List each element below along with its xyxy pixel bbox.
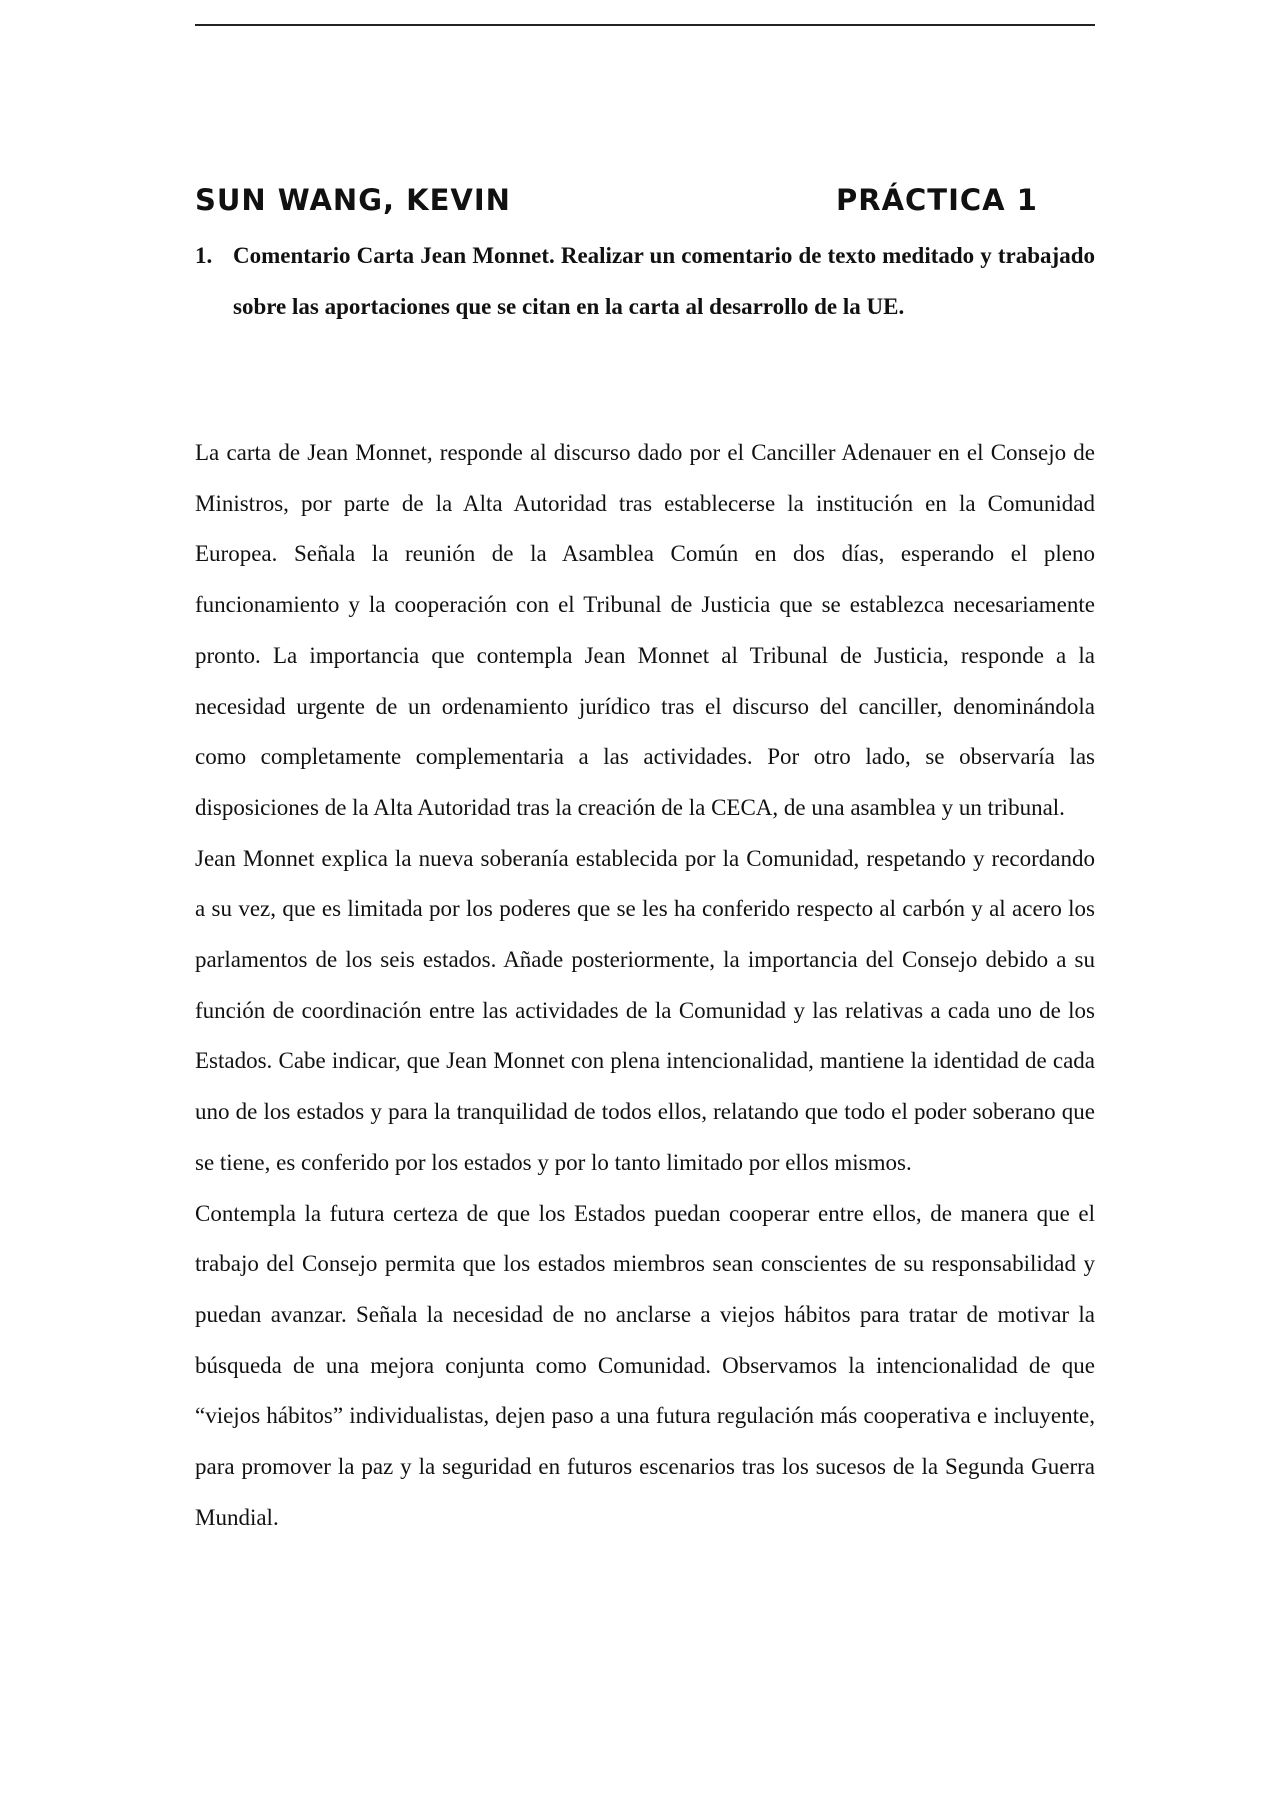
paragraph-3: Contempla la futura certeza de que los Estados puedan cooperar entre ellos, de manera que el trabajo del Consejo permita que los estados miembros sean conscientes de su responsabilidad y puedan avanzar. Señala la necesidad de no anclarse a viejos hábitos para tratar de motivar la búsqueda de una mejora conjunta como Comunidad. Observamos la intencionalidad de que “viejos hábitos” individualistas, dejen paso a una futura regulación más cooperativa e incluyente, para promover la paz y la seguridad en futuros escenarios tras los sucesos de la Segunda Guerra Mundial. xyxy=(195,1200,1095,1530)
question-item xyxy=(195,230,1095,332)
body-text xyxy=(195,428,1095,1543)
question-text: Comentario Carta Jean Monnet. Realizar un comentario de texto meditado y trabajado sobre las aportaciones que se citan en la carta al desarrollo de la UE. xyxy=(233,243,1095,319)
header-rule xyxy=(195,24,1095,26)
question-number: 1. xyxy=(195,243,213,268)
title-row xyxy=(195,183,1095,223)
paragraph-1: La carta de Jean Monnet, responde al discurso dado por el Canciller Adenauer en el Consejo de Ministros, por parte de la Alta Autoridad tras establecerse la institución en la Comunidad Europea. Señala la reunión de la Asamblea Común en dos días, esperando el pleno funcionamiento y la cooperación con el Tribunal de Justicia que se establezca necesariamente pronto. La importancia que contempla Jean Monnet al Tribunal de Justicia, responde a la necesidad urgente de un ordenamiento jurídico tras el discurso del canciller, denominándola como completamente complementaria a las actividades. Por otro lado, se observaría las disposiciones de la Alta Autoridad tras la creación de la CECA, de una asamblea y un tribunal. xyxy=(195,440,1095,820)
author-name: SUN WANG, KEVIN xyxy=(195,183,511,217)
assignment-title: PRÁCTICA 1 xyxy=(836,183,1038,217)
paragraph-2: Jean Monnet explica la nueva soberanía establecida por la Comunidad, respetando y recordando a su vez, que es limitada por los poderes que se les ha conferido respecto al carbón y al acero los parlamentos de los seis estados. Añade posteriormente, la importancia del Consejo debido a su función de coordinación entre las actividades de la Comunidad y las relativas a cada uno de los Estados. Cabe indicar, que Jean Monnet con plena intencionalidad, mantiene la identidad de cada uno de los estados y para la tranquilidad de todos ellos, relatando que todo el poder soberano que se tiene, es conferido por los estados y por lo tanto limitado por ellos mismos. xyxy=(195,845,1095,1175)
